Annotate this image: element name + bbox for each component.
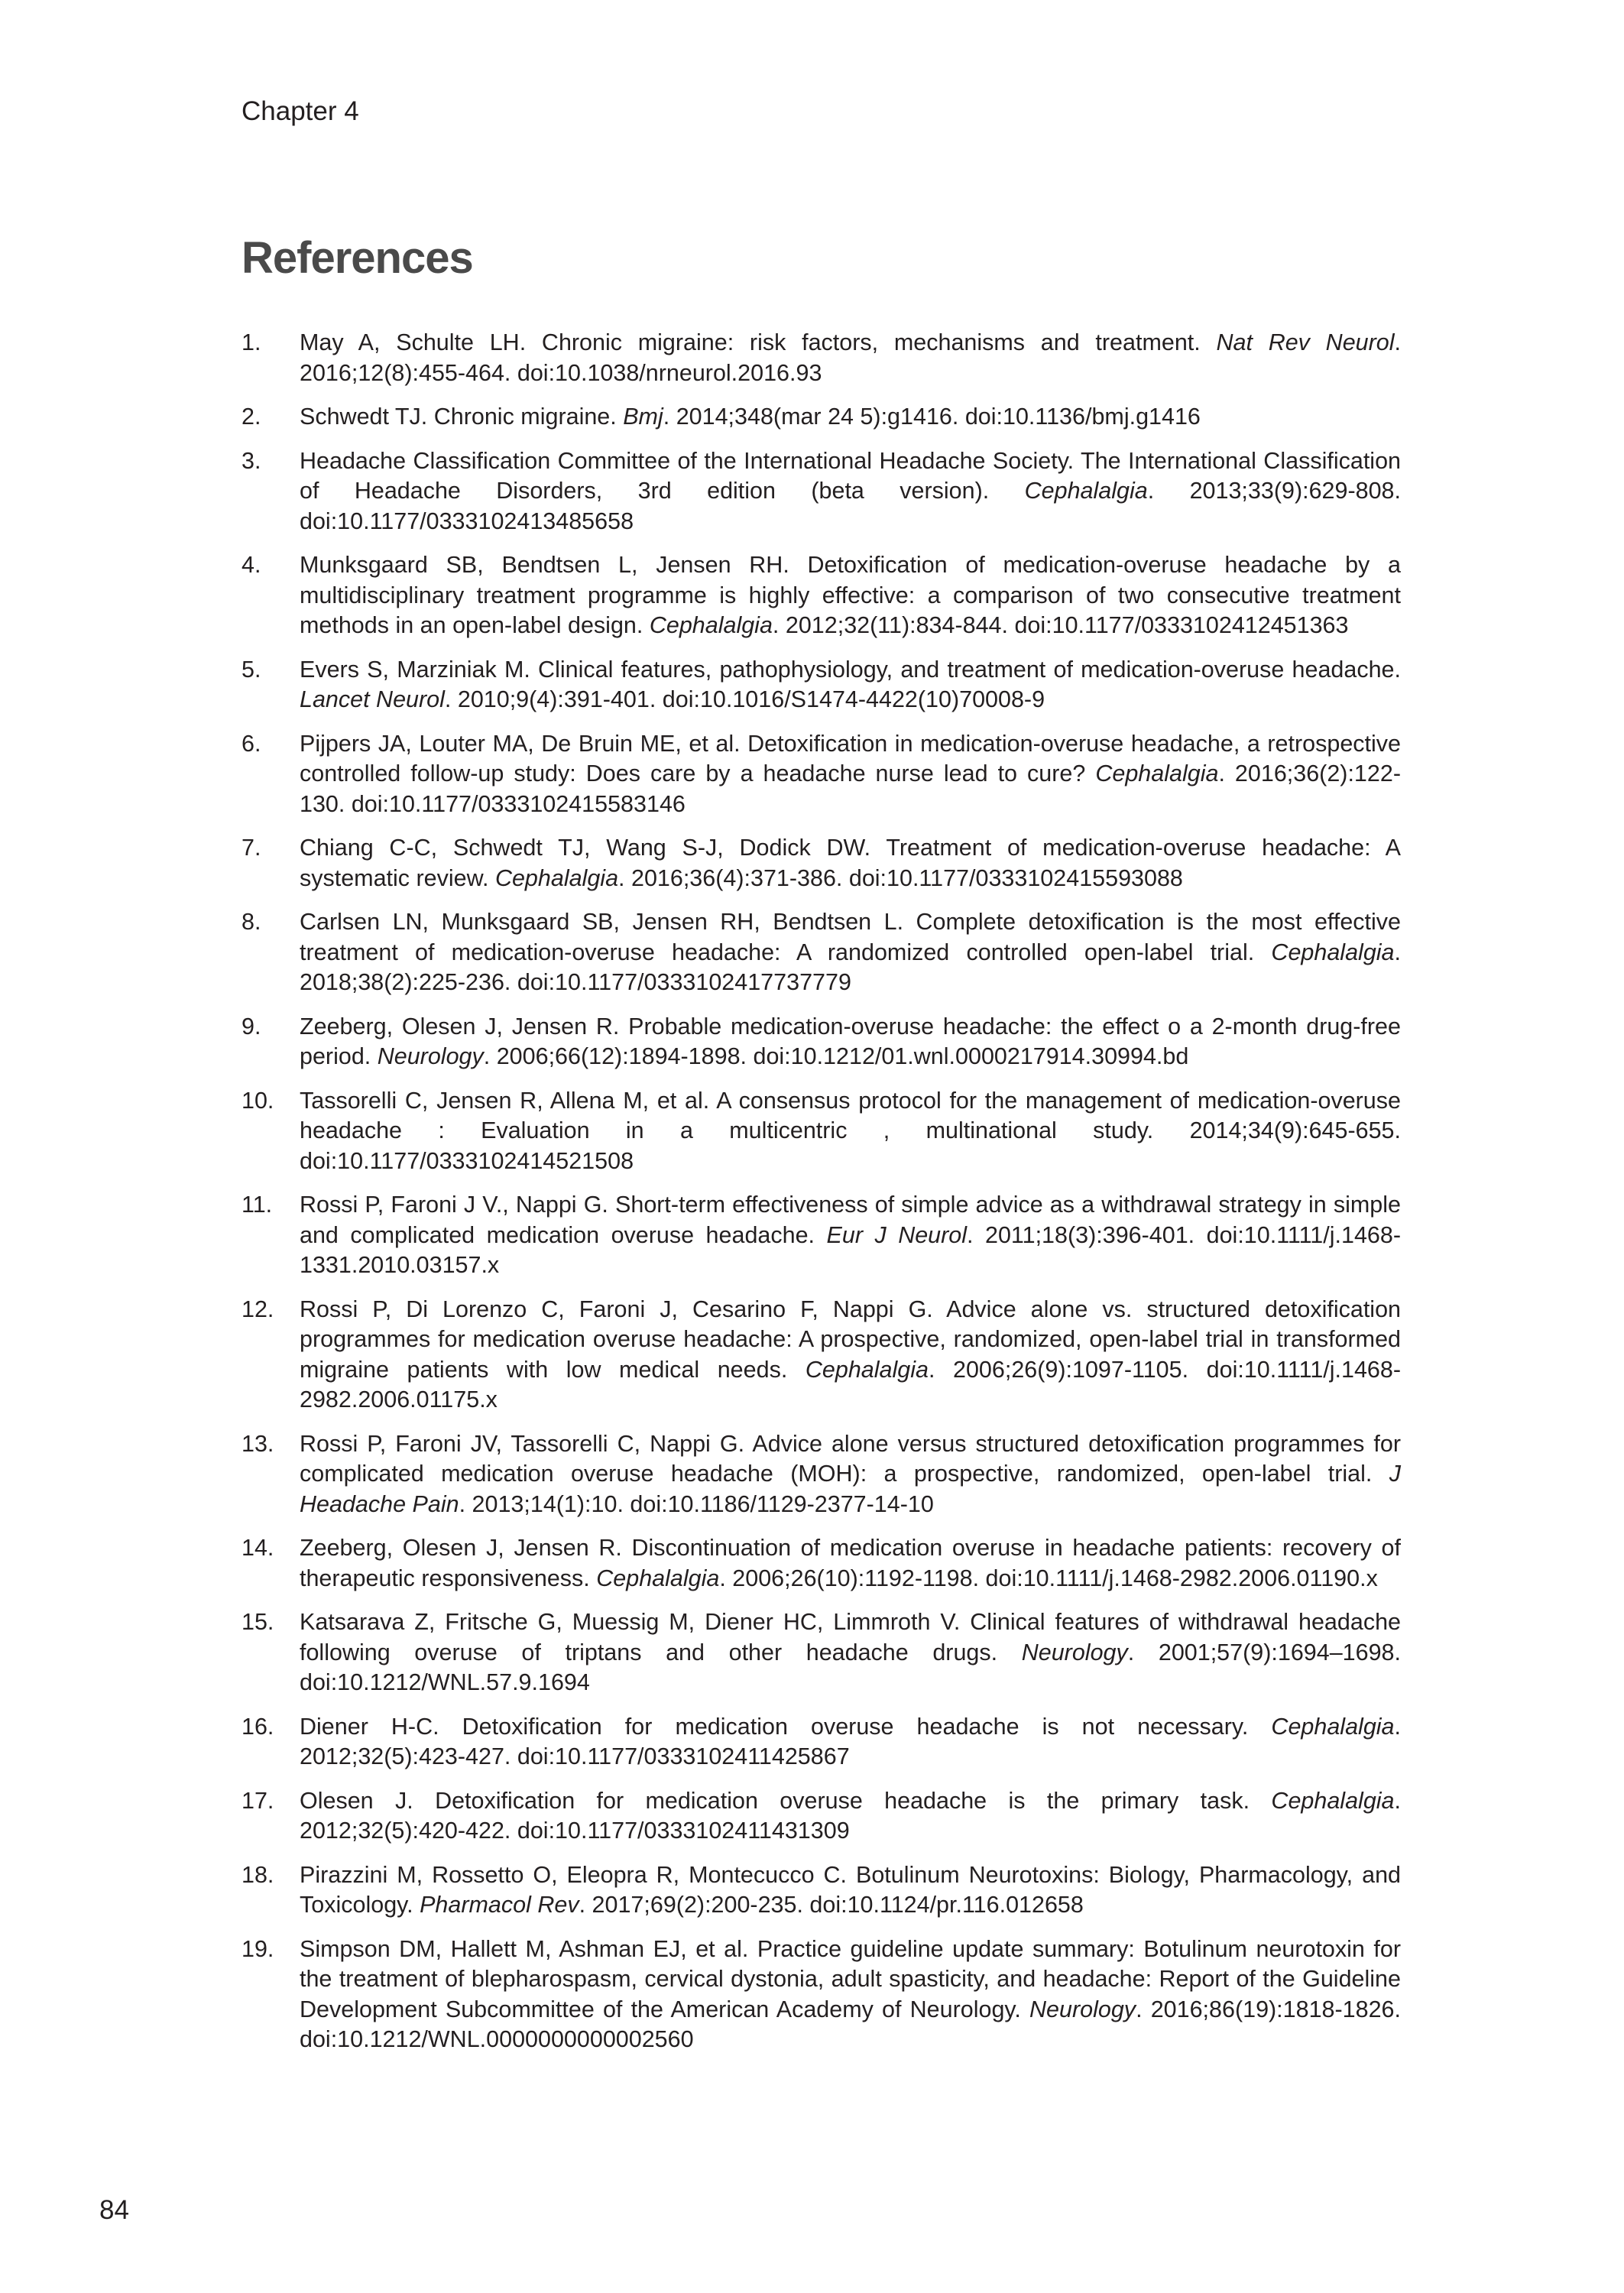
reference-citation: Munksgaard SB, Bendtsen L, Jensen RH. Detoxification of medication-overuse headache by a multidisciplinary treatment programme is highly effective: a comparison of two consecutive treatment methods in an open-label design. (300, 552, 1401, 638)
reference-journal: Cephalalgia (494, 864, 619, 891)
chapter-header: Chapter 4 (241, 96, 359, 126)
reference-citation: Headache Classification Committee of the International Headache Society. The International Classification of Headache Disorders, 3rd edition (beta version). (300, 447, 1401, 504)
reference-details: . 2006;26(10):1192-1198. doi:10.1111/j.1468-2982.2006.01190.x (719, 1565, 1378, 1591)
reference-details: . 2012;32(5):420-422. doi:10.1177/0333102411431309 (300, 1787, 1401, 1844)
reference-text (300, 1190, 1401, 1281)
reference-item (241, 1086, 1401, 1177)
reference-text (300, 1429, 1401, 1520)
reference-journal: Cephalalgia (596, 1565, 720, 1591)
reference-number: 17. (241, 1787, 274, 1814)
reference-details: . 2016;36(4):371-386. doi:10.1177/0333102415593088 (618, 864, 1183, 891)
reference-text (300, 402, 1401, 433)
reference-number: 4. (241, 552, 261, 578)
reference-number: 9. (241, 1013, 261, 1039)
reference-item (241, 1712, 1401, 1772)
reference-number: 13. (241, 1430, 274, 1457)
reference-details: . 2010;9(4):391-401. doi:10.1016/S1474-4422(10)70008-9 (444, 686, 1045, 712)
reference-details: . 2013;14(1):10. doi:10.1186/1129-2377-14-10 (459, 1490, 934, 1517)
reference-number: 11. (241, 1192, 273, 1218)
reference-journal: Nat Rev Neurol (1216, 329, 1395, 355)
reference-citation: Katsarava Z, Fritsche G, Muessig M, Diener HC, Limmroth V. Clinical features of withdrawal headache following overuse of triptans and other headache drugs. (300, 1609, 1401, 1665)
page-number: 84 (99, 2195, 129, 2225)
reference-citation: Pirazzini M, Rossetto O, Eleopra R, Montecucco C. Botulinum Neurotoxins: Biology, Pharmacology, and Toxicology. (300, 1861, 1401, 1918)
reference-details: . 2014;348(mar 24 5):g1416. doi:10.1136/bmj.g1416 (663, 404, 1201, 430)
reference-citation: Zeeberg, Olesen J, Jensen R. Discontinuation of medication overuse in headache patients: recovery of therapeutic responsiveness. (300, 1535, 1401, 1591)
reference-item (241, 1012, 1401, 1072)
reference-citation: Simpson DM, Hallett M, Ashman EJ, et al. Practice guideline update summary: Botulinum neurotoxin for the treatment of blepharospasm, cervical dystonia, adult spasticity, and headache: Report of the Guideline Development Subcommittee of the American Academy of Neurology. (300, 1935, 1401, 2022)
reference-details: . 2016;86(19):1818-1826. doi:10.1212/WNL.0000000000002560 (300, 1996, 1401, 2052)
reference-details: . 2012;32(11):834-844. doi:10.1177/0333102412451363 (772, 612, 1349, 638)
reference-list (241, 328, 1401, 2069)
reference-item (241, 328, 1401, 388)
reference-text (300, 655, 1401, 715)
reference-details: . 2012;32(5):423-427. doi:10.1177/0333102411425867 (300, 1713, 1401, 1769)
reference-journal: Neurology (377, 1043, 484, 1069)
reference-item (241, 655, 1401, 715)
reference-journal: Eur J Neurol (826, 1221, 968, 1248)
reference-text (300, 550, 1401, 641)
reference-text (300, 1086, 1401, 1177)
reference-text (300, 1712, 1401, 1772)
reference-citation: Diener H-C. Detoxification for medication overuse headache is not necessary. (300, 1713, 1272, 1740)
reference-journal: Bmj (623, 404, 663, 430)
reference-journal: Cephalalgia (1271, 939, 1395, 965)
reference-journal: Neurology (1021, 1639, 1128, 1665)
reference-text (300, 1860, 1401, 1921)
reference-number: 16. (241, 1713, 274, 1740)
reference-text (300, 446, 1401, 537)
reference-citation: Tassorelli C, Jensen R, Allena M, et al. A consensus protocol for the management of medication-overuse headache : Evaluation in a multicentric , multinational study. 2014;34(9):645-655. doi:10.1177/0333102414521508 (300, 1087, 1401, 1174)
reference-citation: Pijpers JA, Louter MA, De Bruin ME, et al. Detoxification in medication-overuse headache, a retrospective controlled follow-up study: Does care by a headache nurse lead to cure? (300, 730, 1401, 786)
reference-details: . 2013;33(9):629-808. doi:10.1177/0333102413485658 (300, 478, 1401, 534)
reference-citation: Zeeberg, Olesen J, Jensen R. Probable medication-overuse headache: the effect o a 2-month drug-free period. (300, 1013, 1401, 1069)
reference-number: 12. (241, 1296, 274, 1322)
reference-journal: Neurology (1029, 1996, 1136, 2022)
reference-citation: Rossi P, Di Lorenzo C, Faroni J, Cesarino F, Nappi G. Advice alone vs. structured detoxification programmes for medication overuse headache: A prospective, randomized, open-label trial in transformed migraine patients with low medical needs. (300, 1296, 1401, 1383)
reference-text (300, 729, 1401, 820)
reference-text (300, 907, 1401, 998)
reference-citation: Schwedt TJ. Chronic migraine. (300, 404, 624, 430)
reference-item (241, 1295, 1401, 1416)
reference-item (241, 402, 1401, 433)
reference-number: 18. (241, 1861, 274, 1888)
reference-citation: May A, Schulte LH. Chronic migraine: risk factors, mechanisms and treatment. (300, 329, 1217, 355)
reference-journal: Pharmacol Rev (420, 1892, 579, 1918)
reference-item (241, 833, 1401, 894)
reference-item (241, 1429, 1401, 1520)
reference-text (300, 1012, 1401, 1072)
reference-text (300, 1935, 1401, 2055)
reference-journal: Lancet Neurol (300, 686, 445, 712)
reference-number: 14. (241, 1535, 274, 1561)
reference-details: . 2011;18(3):396-401. doi:10.1111/j.1468-1331.2010.03157.x (300, 1221, 1401, 1278)
reference-number: 19. (241, 1935, 274, 1962)
reference-number: 6. (241, 730, 261, 757)
reference-citation: Chiang C-C, Schwedt TJ, Wang S-J, Dodick DW. Treatment of medication-overuse headache: A systematic review. (300, 835, 1401, 891)
reference-citation: Rossi P, Faroni JV, Tassorelli C, Nappi G. Advice alone versus structured detoxification programmes for complicated medication overuse headache (MOH): a prospective, randomized, open-label trial. (300, 1430, 1401, 1487)
reference-journal: Cephalalgia (1095, 761, 1219, 786)
reference-journal: Cephalalgia (1024, 478, 1148, 504)
reference-details: . 2016;36(2):122-130. doi:10.1177/0333102415583146 (300, 761, 1401, 817)
reference-item (241, 1607, 1401, 1698)
reference-number: 1. (241, 329, 261, 355)
reference-number: 15. (241, 1609, 274, 1635)
reference-details: . 2018;38(2):225-236. doi:10.1177/0333102417737779 (300, 939, 1401, 995)
reference-details: . 2001;57(9):1694–1698. doi:10.1212/WNL.57.9.1694 (300, 1639, 1401, 1695)
section-title: References (241, 233, 473, 283)
reference-details: . 2006;26(9):1097-1105. doi:10.1111/j.1468-2982.2006.01175.x (300, 1356, 1402, 1412)
reference-details: . 2006;66(12):1894-1898. doi:10.1212/01.wnl.0000217914.30994.bd (483, 1043, 1189, 1069)
reference-journal: J Headache Pain (300, 1461, 1401, 1517)
reference-text (300, 1533, 1401, 1594)
reference-item (241, 729, 1401, 820)
reference-text (300, 1786, 1401, 1847)
reference-number: 5. (241, 656, 261, 683)
reference-number: 2. (241, 404, 261, 430)
reference-item (241, 1860, 1401, 1921)
reference-item (241, 1190, 1401, 1281)
reference-citation: Evers S, Marziniak M. Clinical features, pathophysiology, and treatment of medication-overuse headache. (300, 656, 1401, 683)
reference-text (300, 328, 1401, 388)
reference-citation: Olesen J. Detoxification for medication overuse headache is the primary task. (300, 1787, 1272, 1814)
reference-text (300, 1295, 1401, 1416)
reference-item (241, 1533, 1401, 1594)
reference-number: 7. (241, 835, 261, 861)
reference-number: 10. (241, 1087, 274, 1114)
reference-text (300, 1607, 1401, 1698)
reference-details: . 2017;69(2):200-235. doi:10.1124/pr.116.012658 (579, 1892, 1084, 1918)
reference-journal: Cephalalgia (1271, 1787, 1395, 1814)
reference-citation: Carlsen LN, Munksgaard SB, Jensen RH, Bendtsen L. Complete detoxification is the most effective treatment of medication-overuse headache: A randomized controlled open-label trial. (300, 909, 1401, 965)
reference-item (241, 1935, 1401, 2055)
reference-citation: Rossi P, Faroni J V., Nappi G. Short-term effectiveness of simple advice as a withdrawal strategy in simple and complicated medication overuse headache. (300, 1192, 1401, 1248)
reference-text (300, 833, 1401, 894)
reference-item (241, 1786, 1401, 1847)
reference-journal: Cephalalgia (1271, 1713, 1395, 1740)
reference-item (241, 446, 1401, 537)
reference-item (241, 907, 1401, 998)
reference-number: 8. (241, 909, 261, 935)
reference-item (241, 550, 1401, 641)
reference-details: . 2016;12(8):455-464. doi:10.1038/nrneurol.2016.93 (300, 329, 1402, 386)
reference-journal: Cephalalgia (805, 1356, 929, 1383)
reference-journal: Cephalalgia (649, 612, 773, 638)
reference-number: 3. (241, 447, 261, 474)
